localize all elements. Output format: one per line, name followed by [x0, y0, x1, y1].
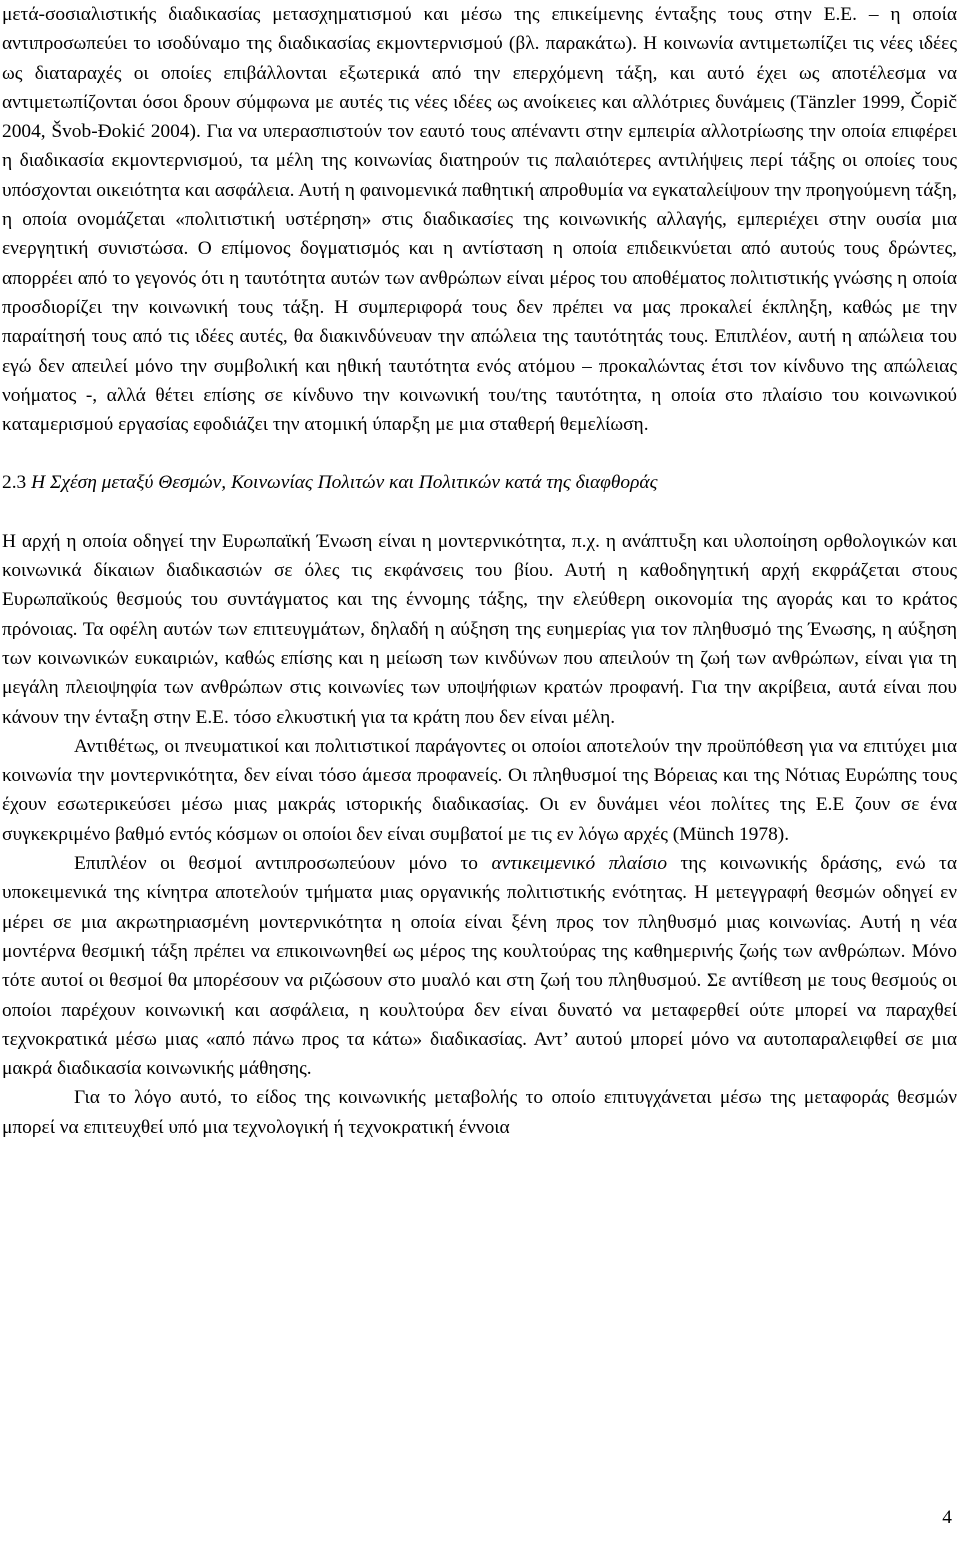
paragraph-2: Η αρχή η οποία οδηγεί την Ευρωπαϊκή Ένωση είναι η μοντερνικότητα, π.χ. η ανάπτυξη και υλοποίηση ορθολογικών και κοινωνικά δίκαιων διαδικασιών σε όλες τις εκφάνσεις του βίου. Αυτή η καθοδηγητική αρχή εκφράζεται στους Ευρωπαϊκούς θεσμούς του συντάγματος και της έννομης τάξης, την ελεύθερη οικονομία της αγοράς και το κράτος πρόνοιας. Τα οφέλη αυτών των επιτευγμάτων, δηλαδή η αύξηση της ευημερίας για τον πληθυσμό της Ένωσης, η αύξηση των κοινωνικών ευκαιριών, καθώς επίσης και η μείωση των κινδύνων που απειλούν τη ζωή των ανθρώπων, είναι για τη μεγάλη πλειοψηφία των ανθρώπων στις κοινωνίες των υποψήφιων κρατών προφανή. Για την ακρίβεια, αυτά είναι που κάνουν την ένταξη στην Ε.Ε. τόσο ελκυστική για τα κράτη που δεν είναι μέλη.: [2, 530, 957, 728]
section-heading: [2, 468, 957, 497]
section-number: 2.3: [2, 472, 32, 494]
paragraph-4-start: Επιπλέον οι θεσμοί αντιπροσωπεύουν μόνο το: [74, 853, 492, 875]
paragraph-4-emphasis: αντικειμενικό πλαίσιο: [491, 853, 668, 875]
page-number: 4: [942, 1507, 952, 1528]
paragraph-4-end: της κοινωνικής δράσης, ενώ τα υποκειμενικά της κίνητρα αποτελούν τμήματα μιας οργανικής πολιτιστικής ενότητας. Η μετεγγραφή θεσμών οδηγεί εν μέρει σε μια ακρωτηριασμένη μοντερνικότητα η οποία είναι ξένη προς τον πληθυσμό μιας κοινωνίας. Αυτή η νέα μοντέρνα θεσμική τάξη πρέπει να επικοινωνηθεί ως μέρος της κουλτούρας της καθημερινής ζωής των ανθρώπων. Μόνο τότε αυτοί οι θεσμοί θα μπορέσουν να ριζώσουν στο μυαλό και στη ζωή του πληθυσμού. Σε αντίθεση με τους θεσμούς οι οποίοι παρέχουν κοινωνική και ασφάλεια, η κουλτούρα δεν είναι δυνατό να μεταφερθεί ούτε μπορεί να παραχθεί τεχνοκρατικά μέσω μιας «από πάνω προς τα κάτω» διαδικασίας. Αντ’ αυτού μπορεί μόνο να αυτοπαραλειφθεί σε μια μακρά διαδικασία κοινωνικής μάθησης.: [2, 853, 958, 1080]
paragraph-1: μετά-σοσιαλιστικής διαδικασίας μετασχηματισμού και μέσω της επικείμενης ένταξης τους στην Ε.Ε. – η οποία αντιπροσωπεύει το ισοδύναμο της διαδικασίας εκμοντερνισμού (βλ. παρακάτω). Η κοινωνία αντιμετωπίζει τις νέες ιδέες ως διαταραχές οι οποίες επιβάλλονται εξωτερικά από την επερχόμενη τάξη, και αυτό έχει ως αποτέλεσμα να αντιμετωπίζονται όσοι δρουν σύμφωνα με αυτές τις νέες ιδέες ως ανοίκειες και αλλότριες δυνάμεις (Tänzler 1999, Čopič 2004, Švob-Đokić 2004). Για να υπερασπιστούν τον εαυτό τους απέναντι στην εμπειρία αλλοτρίωσης την οποία επιφέρει η διαδικασία εκμοντερνισμού, τα μέλη της κοινωνίας διατηρούν τις παλαιότερες αντιλήψεις περί τάξης οι οποίες τους υπόσχονται οικειότητα και ασφάλεια. Αυτή η φαινομενικά παθητική απροθυμία να εγκαταλείψουν την προηγούμενη τάξη, η οποία ονομάζεται «πολιτιστική υστέρηση» στις διαδικασίες της κοινωνικής αλλαγής, εμπεριέχει στην ουσία μια ενεργητική συνιστώσα. Ο επίμονος δογματισμός και η αντίσταση η οποία επιδεικνύεται από αυτούς τους δρώντες, απορρέει από το γεγονός ότι η ταυτότητα αυτών των ανθρώπων είναι μέρος του αποθέματος πολιτιστικής γνώσης η οποία προσδιορίζει την κοινωνική τους τάξη. Η συμπεριφορά τους δεν πρέπει να μας προκαλεί έκπληξη, καθώς με την παραίτησή τους από τις ιδέες αυτές, θα διακινδύνευαν την απώλεια της ταυτότητάς τους. Επιπλέον, αυτή η απώλεια του εγώ δεν απειλεί μόνο την συμβολική και ηθική ταυτότητα ενός ατόμου – προκαλώντας έτσι τον κίνδυνο της απώλειας νοήματος -, αλλά θέτει επίσης σε κίνδυνο την κοινωνική του/της ταυτότητα, η οποία στο πλαίσιο του κοινωνικού καταμερισμού εργασίας εφοδιάζει την ατομική ύπαρξη με μια σταθερή θεμελίωση.: [2, 4, 957, 436]
section-title: Η Σχέση μεταξύ Θεσμών, Κοινωνίας Πολιτών και Πολιτικών κατά της διαφθοράς: [31, 472, 658, 494]
paragraph-3: Αντιθέτως, οι πνευματικοί και πολιτιστικοί παράγοντες οι οποίοι αποτελούν την προϋπόθεση για να επιτύχει μια κοινωνία την μοντερνικότητα, δεν είναι τόσο άμεσα προφανείς. Οι πληθυσμοί της Βόρειας και της Νότιας Ευρώπης τους έχουν εσωτερικεύσει μέσω μιας μακράς ιστορικής διαδικασίας. Οι εν δυνάμει νέοι πολίτες της Ε.Ε ζουν σε ένα συγκεκριμένο βαθμό εντός κόσμων οι οποίοι δεν είναι συμβατοί με τις εν λόγω αρχές (Münch 1978).: [2, 735, 957, 845]
paragraph-4: [2, 849, 957, 1083]
body-text: [2, 0, 957, 1142]
paragraph-5: Για το λόγο αυτό, το είδος της κοινωνικής μεταβολής το οποίο επιτυγχάνεται μέσω της μεταφοράς θεσμών μπορεί να επιτευχθεί υπό μια τεχνολογική ή τεχνοκρατική έννοια: [2, 1087, 957, 1138]
